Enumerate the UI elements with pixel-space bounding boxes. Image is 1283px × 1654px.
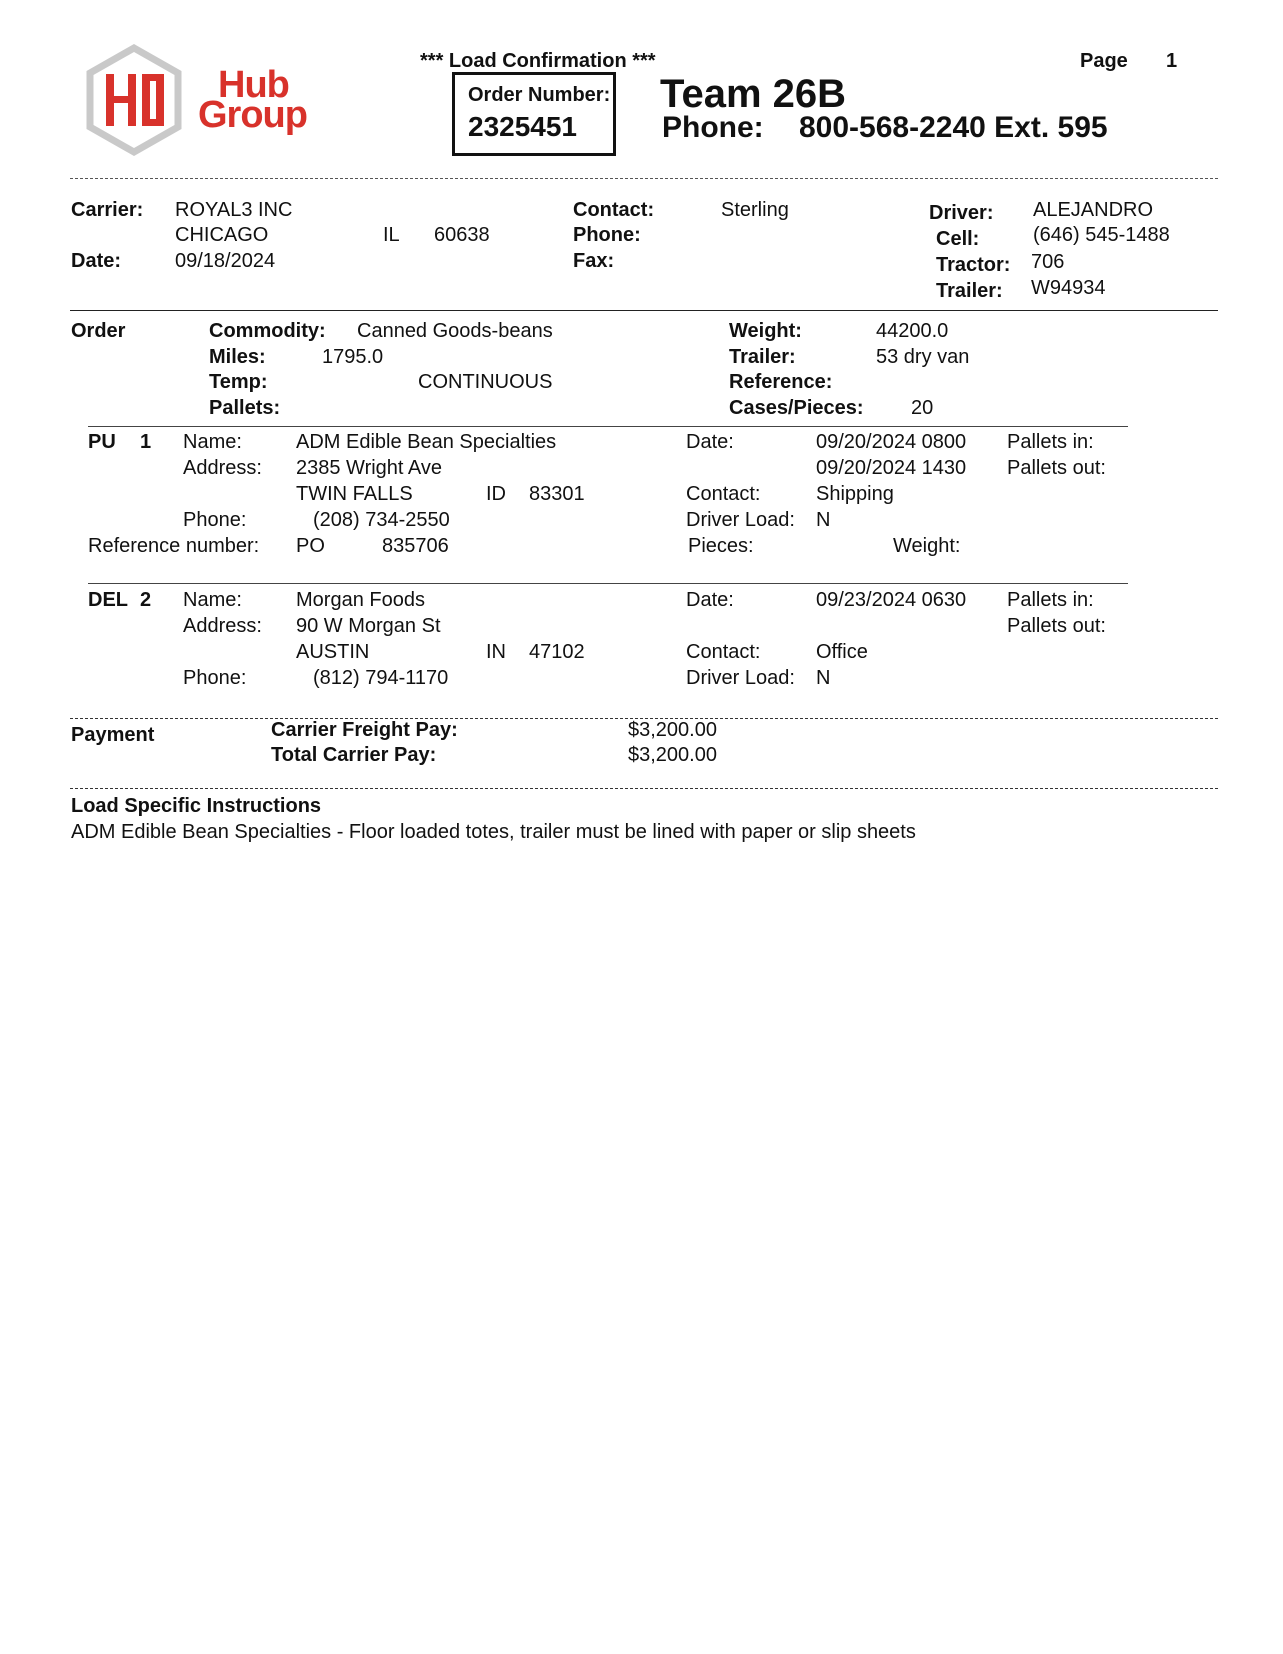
order-trailer-label: Trailer:: [729, 346, 796, 368]
divider-header: [70, 178, 1218, 179]
temp-value: CONTINUOUS: [418, 371, 553, 393]
commodity-value: Canned Goods-beans: [357, 320, 553, 342]
stop-reference-type: PO: [296, 535, 325, 557]
divider-order: [88, 426, 1128, 427]
total-pay-label: Total Carrier Pay:: [271, 744, 437, 766]
order-number-box: [452, 72, 616, 156]
cases-value: 20: [911, 397, 934, 419]
stop-date-label: Date:: [686, 431, 734, 453]
stop-phone-label: Phone:: [183, 509, 247, 531]
page-number: 1: [1166, 50, 1178, 72]
order-section-label: Order: [71, 320, 126, 342]
driver-name: ALEJANDRO: [1033, 199, 1154, 221]
stop-city: AUSTIN: [296, 641, 370, 663]
carrier-contact: Sterling: [721, 199, 789, 221]
date-label: Date:: [71, 250, 122, 272]
carrier-date: 09/18/2024: [175, 250, 276, 272]
contact-label: Contact:: [573, 199, 655, 221]
stop-address-label: Address:: [183, 457, 262, 479]
stop-date-end: 09/20/2024 1430: [816, 457, 967, 479]
freight-pay-value: $3,200.00: [628, 719, 717, 741]
stop-pallets-out-label: Pallets out:: [1007, 457, 1106, 479]
stop-contact-label: Contact:: [686, 483, 761, 505]
logo-text-hub: Hub: [218, 64, 289, 106]
stop-number: 2: [140, 589, 152, 611]
logo-text-group: Group: [198, 94, 307, 136]
stop-weight-label: Weight:: [893, 535, 961, 557]
stop-zip: 47102: [529, 641, 585, 663]
stop-street: 2385 Wright Ave: [296, 457, 443, 479]
stop-number: 1: [140, 431, 152, 453]
stop-state: IN: [486, 641, 506, 663]
page-label: Page: [1080, 50, 1128, 72]
document-title: *** Load Confirmation ***: [420, 50, 656, 72]
tractor-number: 706: [1031, 251, 1065, 273]
stop-name: Morgan Foods: [296, 589, 425, 611]
carrier-zip: 60638: [434, 224, 490, 246]
stop-state: ID: [486, 483, 506, 505]
stop-reference-label: Reference number:: [88, 535, 260, 557]
divider-stop-1: [88, 583, 1128, 584]
divider-carrier: [70, 310, 1218, 311]
stop-date-label: Date:: [686, 589, 734, 611]
tractor-label: Tractor:: [936, 254, 1011, 276]
divider-payment: [70, 788, 1218, 789]
stop-pallets-in-label: Pallets in:: [1007, 431, 1094, 453]
stop-city: TWIN FALLS: [296, 483, 413, 505]
payment-section-label: Payment: [71, 724, 155, 746]
team-phone-value: 800-568-2240 Ext. 595: [799, 111, 1108, 144]
order-trailer-value: 53 dry van: [876, 346, 970, 368]
stop-date-start: 09/23/2024 0630: [816, 589, 967, 611]
carrier-trailer-label: Trailer:: [936, 280, 1003, 302]
stop-name-label: Name:: [183, 431, 242, 453]
temp-label: Temp:: [209, 371, 268, 393]
miles-label: Miles:: [209, 346, 266, 368]
freight-pay-label: Carrier Freight Pay:: [271, 719, 458, 741]
stop-pallets-out-label: Pallets out:: [1007, 615, 1106, 637]
stop-driver-load-label: Driver Load:: [686, 667, 795, 689]
carrier-name: ROYAL3 INC: [175, 199, 293, 221]
pallets-label: Pallets:: [209, 397, 281, 419]
stop-phone: (208) 734-2550: [313, 509, 450, 531]
weight-value: 44200.0: [876, 320, 949, 342]
stop-reference-value: 835706: [382, 535, 449, 557]
stop-date-start: 09/20/2024 0800: [816, 431, 967, 453]
stop-pallets-in-label: Pallets in:: [1007, 589, 1094, 611]
total-pay-value: $3,200.00: [628, 744, 717, 766]
stop-phone-label: Phone:: [183, 667, 247, 689]
stop-driver-load: N: [816, 509, 831, 531]
stop-phone: (812) 794-1170: [313, 667, 449, 689]
stop-pieces-label: Pieces:: [688, 535, 754, 557]
team-phone-label: Phone:: [662, 111, 764, 144]
stop-name: ADM Edible Bean Specialties: [296, 431, 557, 453]
carrier-phone-label: Phone:: [573, 224, 641, 246]
miles-value: 1795.0: [322, 346, 384, 368]
stop-type: DEL: [88, 589, 128, 611]
hub-group-logo: [84, 44, 324, 156]
stop-driver-load: N: [816, 667, 831, 689]
carrier-city: CHICAGO: [175, 224, 269, 246]
instructions-text: ADM Edible Bean Specialties - Floor loaded totes, trailer must be lined with paper or slip sheets: [71, 821, 916, 843]
carrier-label: Carrier:: [71, 199, 144, 221]
instructions-title: Load Specific Instructions: [71, 795, 322, 817]
stop-contact: Shipping: [816, 483, 894, 505]
driver-label: Driver:: [929, 202, 994, 224]
weight-label: Weight:: [729, 320, 802, 342]
carrier-state: IL: [383, 224, 400, 246]
stop-zip: 83301: [529, 483, 585, 505]
reference-label: Reference:: [729, 371, 833, 393]
order-number-label: Order Number:: [468, 84, 611, 106]
team-name: Team 26B: [660, 72, 847, 116]
stop-address-label: Address:: [183, 615, 262, 637]
stop-contact: Office: [816, 641, 868, 663]
cell-label: Cell:: [936, 228, 980, 250]
stop-street: 90 W Morgan St: [296, 615, 441, 637]
stop-contact-label: Contact:: [686, 641, 761, 663]
stop-type: PU: [88, 431, 116, 453]
stop-driver-load-label: Driver Load:: [686, 509, 795, 531]
commodity-label: Commodity:: [209, 320, 326, 342]
order-number: 2325451: [468, 111, 578, 142]
carrier-trailer-number: W94934: [1031, 277, 1106, 299]
carrier-fax-label: Fax:: [573, 250, 615, 272]
hexagon-logo-icon: [84, 44, 184, 156]
stop-name-label: Name:: [183, 589, 242, 611]
driver-cell: (646) 545-1488: [1033, 224, 1170, 246]
cases-label: Cases/Pieces:: [729, 397, 864, 419]
